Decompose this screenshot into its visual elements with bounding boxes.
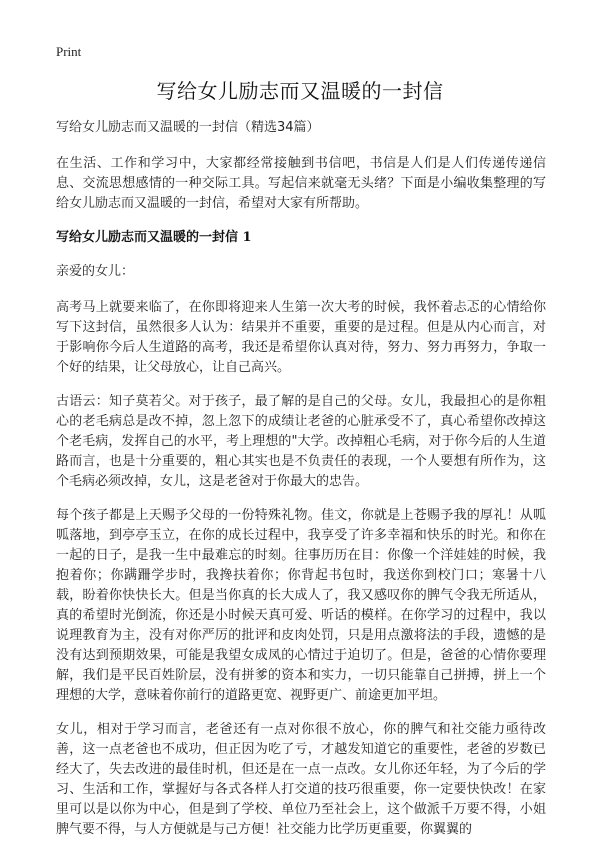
article-body [56,118,546,854]
intro-paragraph: 在生活、工作和学习中，大家都经常接触到书信吧，书信是人们是人们传递传递信息、交流思想感情的一种交际工具。写起信来就毫无头绪？下面是小编收集整理的写给女儿励志而又温暖的一封信，希望对大家有所帮助。 [56,156,546,211]
page-title: 写给女儿励志而又温暖的一封信 [156,79,444,103]
section-heading: 写给女儿励志而又温暖的一封信 1 [56,230,252,245]
letter-paragraph-1: 高考马上就要来临了，在你即将迎来人生第一次大考的时候，我怀着忐忑的心情给你写下这封信，虽然很多人认为：结果并不重要，重要的是过程。但是从内心而言，对于影响你今后人生道路的高考，我还是希望你认真对待，努力、努力再努力，争取一个好的结果，让父母放心，让自己高兴。 [56,300,546,375]
print-link[interactable]: Print [56,44,82,59]
letter-greeting: 亲爱的女儿： [56,264,135,279]
letter-paragraph-4: 女儿，相对于学习而言，老爸还有一点对你很不放心，你的脾气和社交能力亟待改善，这一点老爸也不成功，但正因为吃了亏，才越发知道它的重要性，老爸的岁数已经大了，失去改进的最佳时机，但还是在一点一点改。女儿你还年轻，为了今后的学习、生活和工作，掌握好与各式各样人打交道的技巧很重要，你一定要快快改！在家里可以是以你为中心，但是到了学校、单位乃至社会上，这个做派千万要不得，小姐脾气要不得，与人方便就是与己方便！社交能力比学历更重要，你翼翼的 [56,722,546,837]
article-subtitle: 写给女儿励志而又温暖的一封信（精选34篇） [56,120,320,135]
letter-paragraph-2: 古语云：知子莫若父。对于孩子，最了解的是自己的父母。女儿，我最担心的是你粗心的老毛病总是改不掉，忽上忽下的成绩让老爸的心脏承受不了，真心希望你改掉这个老毛病，发挥自己的水平，考上理想的"大学。改掉粗心毛病，对于你今后的人生道路而言，也是十分重要的，粗心其实也是不负责任的表现，一个人要想有所作为，这个毛病必须改掉，女儿，这是老爸对于你最大的忠告。 [56,394,546,489]
letter-paragraph-3: 每个孩子都是上天赐予父母的一份特殊礼物。佳文，你就是上苍赐予我的厚礼！从呱呱落地，到亭亭玉立，在你的成长过程中，我享受了许多幸福和快乐的时光。和你在一起的日子，是我一生中最难忘的时刻。往事历历在目：你像一个洋娃娃的时候，我抱着你；你蹒跚学步时，我搀扶着你；你背起书包时，我送你到校门口；寒暑十八载，盼着你快快长大。但是当你真的长大成人了，我又感叹你的脾气令我无所适从，真的希望时光倒流，你还是小时候天真可爱、听话的模样。在你学习的过程中，我以说理教育为主，没有对你严厉的批评和皮肉处罚，只是用点激将法的手段，遗憾的是没有达到预期效果，可能是我望女成凤的心情过于迫切了。但是，爸爸的心情你要理解，我们是平民百姓阶层，没有拼爹的资本和实力，一切只能靠自己拼搏，拼上一个理想的大学，意味着你前行的道路更宽、视野更广、前途更加平坦。 [56,508,546,703]
